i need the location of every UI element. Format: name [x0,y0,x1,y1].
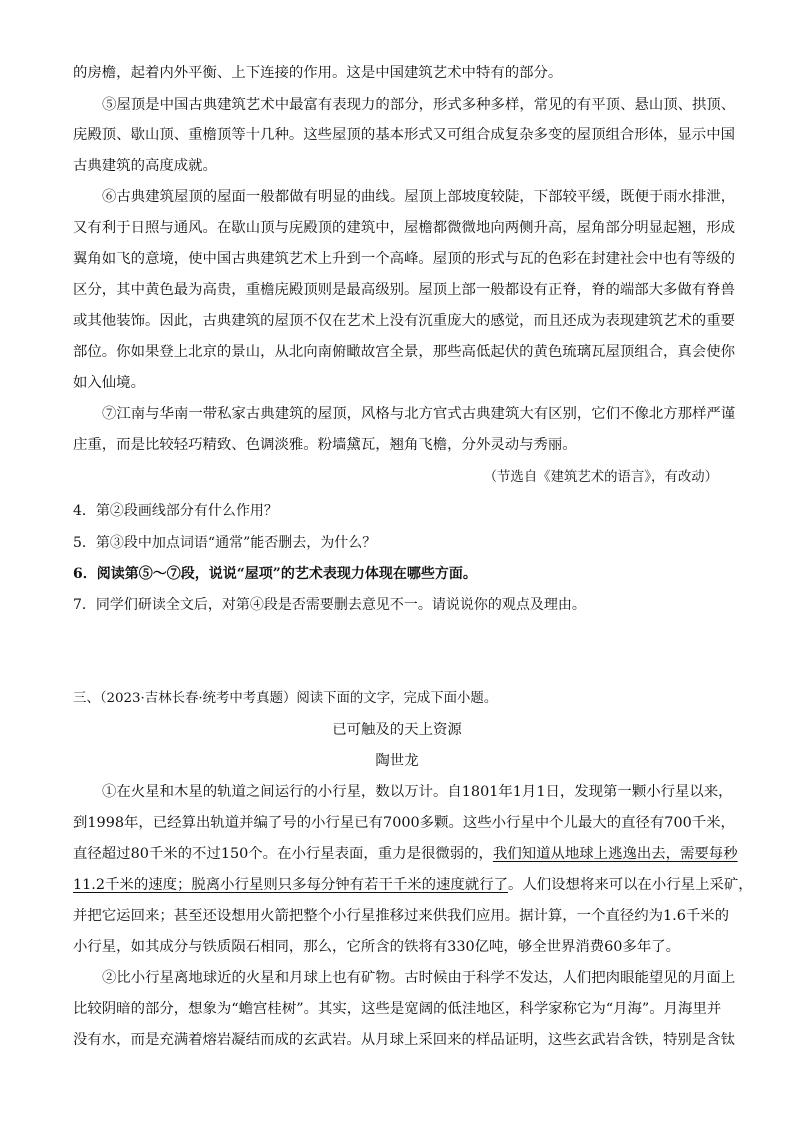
passage-line: ⑥古典建筑屋顶的屋面一般都做有明显的曲线。屋顶上部坡度较陡，下部较平缓，既便于雨水排泄， [102,189,736,205]
passage-line: 庄重，而是比较轻巧精致、色调淡雅。粉墙黛瓦，翘角飞檐，分外灵动与秀丽。 [73,437,577,453]
article-line: 并把它运回来；甚至还设想用火箭把整个小行星推移过来供我们应用。据计算，一个直径约为1.6千米的 [73,908,730,924]
article-line: 比较阴暗的部分，想象为“蟾宫桂树”。其实，这些是宽阔的低洼地区，科学家称它为“月海”。月海里并 [73,1001,722,1017]
question-4: 4．第②段画线部分有什么作用？ [73,503,278,519]
article-author: 陶世龙 [375,753,419,769]
text-segment: 。人们设想将来可以在小行星上采矿， [507,877,753,893]
section-header: 三、（2023·吉林长春·统考中考真题）阅读下面的文字，完成下面小题。 [73,691,498,706]
passage-line: 又有利于日照与通风。在歇山顶与庑殿顶的建筑中，屋檐都微微地向两侧升高，屋角部分明显起翘，形成 [73,220,735,236]
underlined-text: 我们知道从地球上逃逸出去，需要每秒 [492,846,738,862]
question-7: 7．同学们研读全文后，对第④段是否需要删去意见不一。请说说你的观点及理由。 [73,597,586,613]
text-segment: 直径超过80千米的不过150个。在小行星表面，重力是很微弱的， [73,846,493,862]
article-line [73,875,753,895]
article-line: 没有水，而是充满着熔岩凝结而成的玄武岩。从月球上采回来的样品证明，这些玄武岩含铁，特别是含钛 [73,1032,735,1048]
passage-line: 庑殿顶、歇山顶、重檐顶等十几种。这些屋顶的基本形式又可组合成复杂多变的屋顶组合形体，显示中国 [73,127,735,143]
article-line [73,844,738,864]
passage-line: 区分，其中黄色最为高贵，重檐庑殿顶则是最高级别。屋顶上部一般都设有正脊，脊的端部大多做有脊兽 [73,282,735,298]
question-5: 5．第③段中加点词语“通常”能否删去，为什么？ [73,535,377,551]
passage-line: 如入仙境。 [73,375,145,391]
passage-line: ⑦江南与华南一带私家古典建筑的屋顶，风格与北方官式古典建筑大有区别，它们不像北方那样严谨 [102,406,736,422]
passage-line: 古典建筑的高度成就。 [73,158,217,174]
passage-line: 的房檐，起着内外平衡、上下连接的作用。这是中国建筑艺术中特有的部分。 [73,65,563,81]
article-line: 到1998年，已经算出轨道并编了号的小行星已有7000多颗。这些小行星中个儿最大的直径有700千米， [73,815,735,831]
article-line: 小行星，如其成分与铁质陨石相同，那么，它所含的铁将有330亿吨，够全世界消费60多年了。 [73,939,681,955]
question-6: 6．阅读第⑤～⑦段，说说“屋项”的艺术表现力体现在哪些方面。 [73,566,477,582]
passage-line: ⑤屋顶是中国古典建筑艺术中最富有表现力的部分，形式多种多样，常见的有平顶、悬山顶、拱顶、 [102,97,736,113]
passage-source: （节选自《建筑艺术的语言》，有改动） [483,470,718,485]
article-title: 已可触及的天上资源 [332,722,462,738]
passage-line: 部位。你如果登上北京的景山，从北向南俯瞰故宫全景，那些高低起伏的黄色琉璃瓦屋顶组合，真会使你 [73,344,735,360]
passage-line: 翼角如飞的意境，使中国古典建筑艺术上升到一个高峰。屋顶的形式与瓦的色彩在封建社会中也有等级的 [73,251,735,267]
article-line: ①在火星和木星的轨道之间运行的小行星，数以万计。自1801年1月1日，发现第一颗小行星以来， [102,784,733,800]
passage-line: 或其他装饰。因此，古典建筑的屋顶不仅在艺术上没有沉重庞大的感觉，而且还成为表现建筑艺术的重要 [73,313,735,329]
underlined-text: 11.2千米的速度；脱离小行星则只多每分钟有若干千米的速度就行了 [73,877,508,893]
article-line: ②比小行星离地球近的火星和月球上也有矿物。古时候由于科学不发达，人们把肉眼能望见的月面上 [102,970,736,986]
